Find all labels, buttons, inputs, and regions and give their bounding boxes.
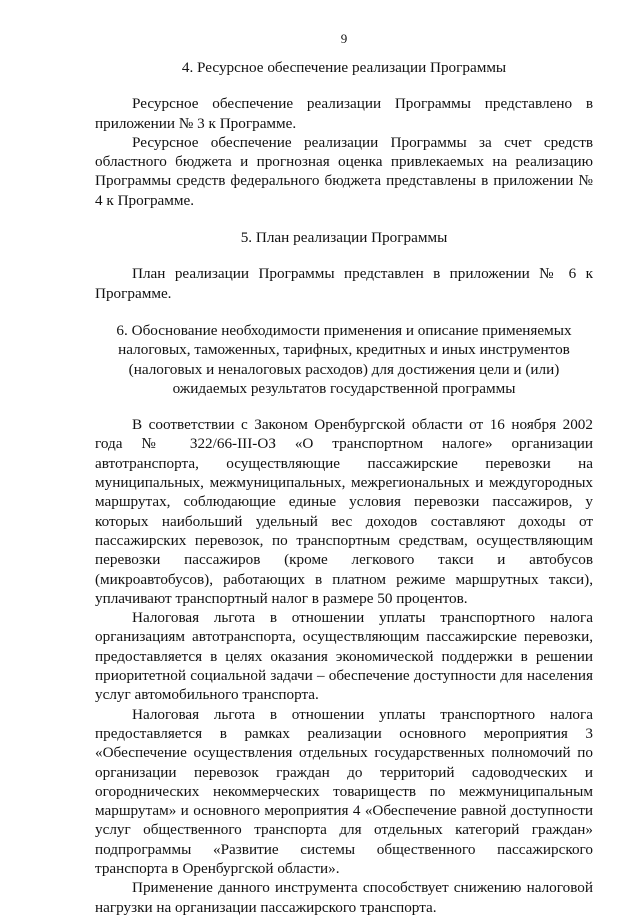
section-6-paragraph-4: Применение данного инструмента способствует снижению налоговой нагрузки на организации пассажирского транспорта. [95, 879, 593, 916]
section-6-paragraph-3: Налоговая льгота в отношении уплаты транспортного налога предоставляется в рамках реализации основного мероприятия 3 «Обеспечение осуществления отдельных государственных полномочий по организации перевозок граждан до территорий садоводческих и огороднических некоммерческих товариществ по межмуниципальным маршрутам» и основного мероприятия 4 «Обеспечение равной доступности услуг общественного транспорта для отдельных категорий граждан» подпрограммы «Развитие системы общественного пассажирского транспорта в Оренбургской области». [95, 705, 593, 877]
section-4-paragraph-1: Ресурсное обеспечение реализации Программы представлено в приложении № 3 к Программе. [95, 95, 593, 132]
section-6-heading-line: ожидаемых результатов государственной программы [172, 379, 516, 397]
section-6-paragraph-2: Налоговая льгота в отношении уплаты транспортного налога организациям автотранспорта, осуществляющим пассажирские перевозки, предоставляется в целях оказания экономической поддержки в решении приоритетной социальной задачи – обеспечение доступности для населения услуг автомобильного транспорта. [95, 609, 593, 704]
section-5-paragraph-1: План реализации Программы представлен в приложении № 6 к Программе. [95, 265, 593, 302]
section-4-heading: 4. Ресурсное обеспечение реализации Программы [181, 59, 507, 76]
section-5-heading: 5. План реализации Программы [240, 229, 448, 247]
section-6-heading-line: налоговых, таможенных, тарифных, кредитных и иных инструментов [118, 341, 570, 359]
page-number: 9 [340, 31, 348, 46]
section-4-paragraph-2: Ресурсное обеспечение реализации Программы за счет средств областного бюджета и прогнозная оценка привлекаемых на реализацию Программы средств федерального бюджета представлены в приложении № 4 к Программе. [95, 133, 593, 209]
section-6-paragraph-1: В соответствии с Законом Оренбургской области от 16 ноября 2002 года № 322/66-III-ОЗ «О транспортном налоге» организации автотранспорта, осуществляющие пассажирские перевозки на муниципальных, межмуниципальных, межрегиональных и междугородных маршрутах, соблюдающие единые условия перевозки пассажиров, у которых наибольший удельный вес доходов составляют доходы от пассажирских перевозок, по транспортным средствам, осуществляющим перевозки пассажиров (кроме легкового такси и автобусов (микроавтобусов), работающих в платном режиме маршрутных такси), уплачивают транспортный налог в размере 50 процентов. [95, 416, 593, 607]
section-6-heading [95, 321, 593, 398]
section-6-heading-line: 6. Обоснование необходимости применения и описание применяемых [116, 321, 572, 339]
section-6-heading-line: (налоговых и неналоговых расходов) для достижения цели и (или) [128, 360, 560, 378]
